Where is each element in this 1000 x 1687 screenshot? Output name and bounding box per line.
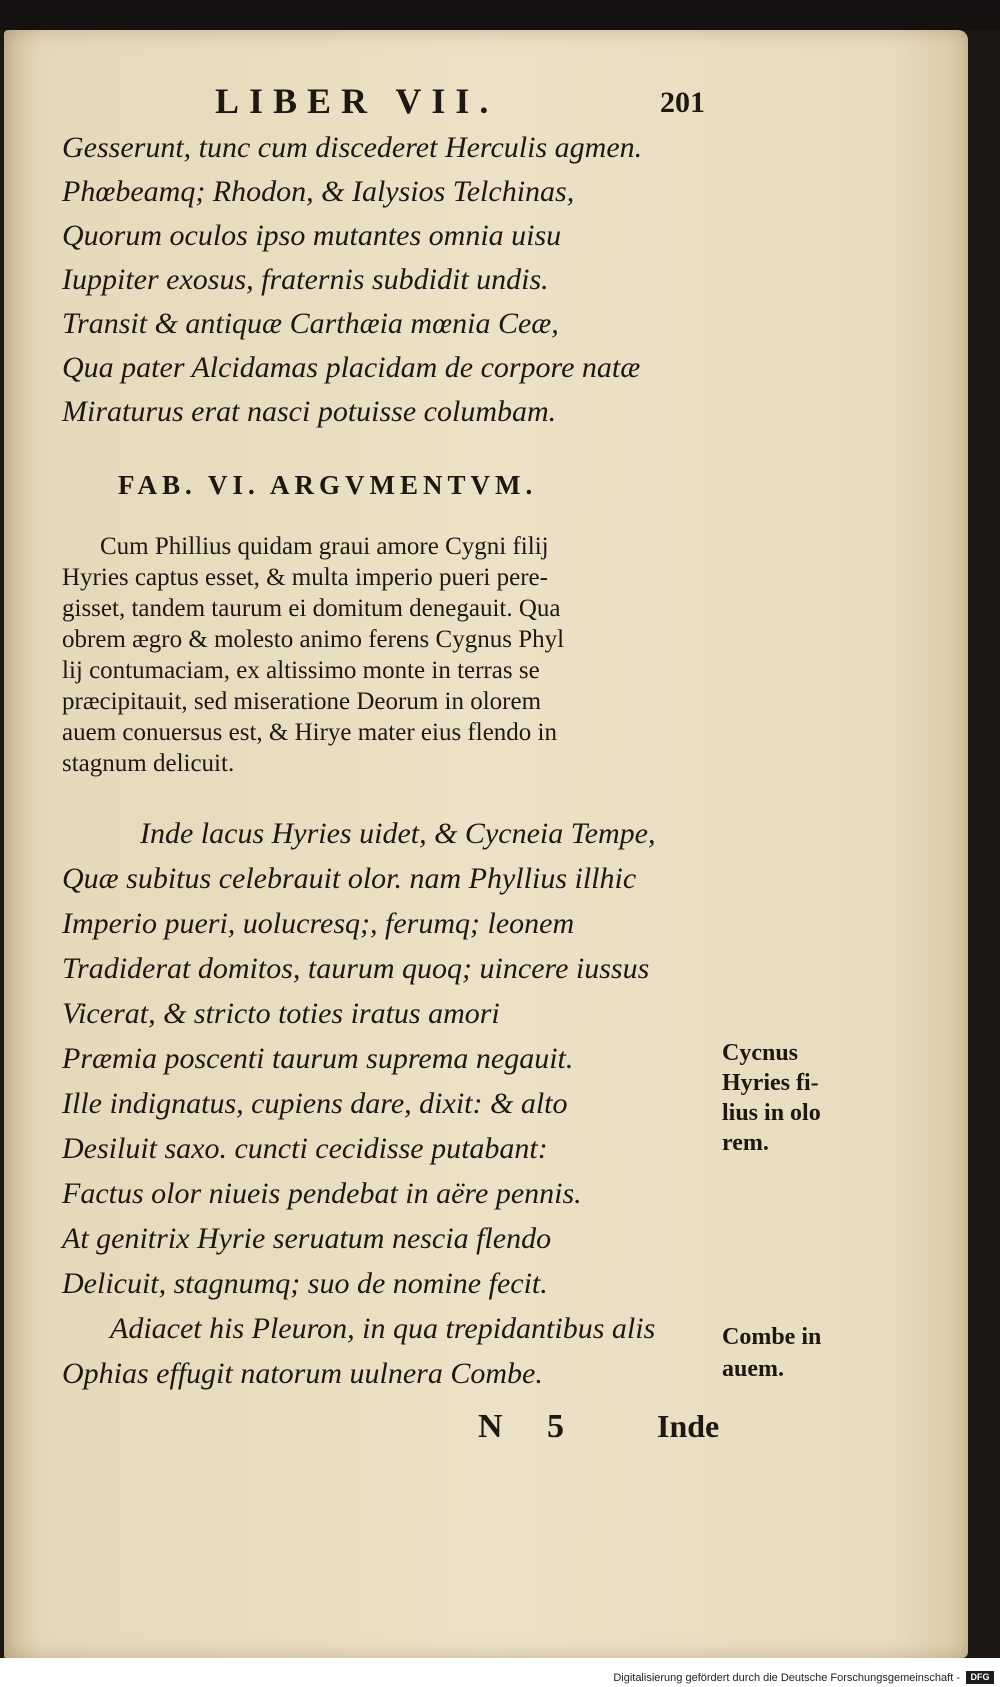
argument-line: auem conuersus est, & Hirye mater eius flendo in xyxy=(62,719,557,746)
signature-mark: N 5 xyxy=(478,1408,583,1445)
argument-line: Hyries captus esset, & multa imperio pueri pere- xyxy=(62,564,548,591)
argument-line: obrem ægro & molesto animo ferens Cygnus Phyl xyxy=(62,626,565,653)
margin-note: Combe in xyxy=(722,1324,822,1350)
margin-note: Cycnus xyxy=(722,1040,799,1066)
verse-line: Iuppiter exosus, fraternis subdidit undis. xyxy=(62,263,549,296)
argument-line: gisset, tandem taurum ei domitum denegauit. Qua xyxy=(62,595,561,622)
verse-line: Inde lacus Hyries uidet, & Cycneia Tempe, xyxy=(140,817,656,850)
page-number: 201 xyxy=(660,86,705,119)
verse-line: Desiluit saxo. cuncti cecidisse putabant: xyxy=(62,1132,548,1165)
verse-line: Delicuit, stagnumq; suo de nomine fecit. xyxy=(62,1267,548,1300)
verse-line: Adiacet his Pleuron, in qua trepidantibus alis xyxy=(110,1312,656,1345)
verse-line: Transit & antiquæ Carthæia mœnia Ceæ, xyxy=(62,307,559,340)
verse-line: Imperio pueri, uolucresq;, ferumq; leonem xyxy=(62,907,575,940)
digitization-credit: Digitalisierung gefördert durch die Deutsche Forschungsgemeinschaft - xyxy=(613,1672,960,1684)
section-title: FAB. VI. ARGVMENTVM. xyxy=(118,470,538,500)
verse-line: Miraturus erat nasci potuisse columbam. xyxy=(62,395,557,428)
verse-line: Qua pater Alcidamas placidam de corpore natæ xyxy=(62,351,641,384)
verse-line: Tradiderat domitos, taurum quoq; uincere iussus xyxy=(62,952,650,985)
verse-line: Ophias effugit natorum uulnera Combe. xyxy=(62,1357,543,1390)
margin-note: auem. xyxy=(722,1356,784,1382)
verse-line: Vicerat, & stricto toties iratus amori xyxy=(62,997,500,1030)
argument-line: Cum Phillius quidam graui amore Cygni filij xyxy=(100,533,549,560)
verse-line: Factus olor niueis pendebat in aëre pennis. xyxy=(62,1177,582,1210)
scan-top-border xyxy=(0,0,1000,30)
margin-note: rem. xyxy=(722,1130,769,1156)
argument-line: præcipitauit, sed miseratione Deorum in olorem xyxy=(62,688,542,715)
margin-note: Hyries fi- xyxy=(722,1070,819,1096)
verse-line: Præmia poscenti taurum suprema negauit. xyxy=(62,1042,574,1075)
running-head: LIBER VII. xyxy=(215,81,499,121)
argument-line: lij contumaciam, ex altissimo monte in terras se xyxy=(62,657,540,684)
argument-line: stagnum delicuit. xyxy=(62,750,235,777)
catchword: Inde xyxy=(657,1408,720,1444)
verse-line: Ille indignatus, cupiens dare, dixit: & alto xyxy=(62,1087,568,1120)
verse-line: Quorum oculos ipso mutantes omnia uisu xyxy=(62,219,562,252)
verse-line: At genitrix Hyrie seruatum nescia flendo xyxy=(62,1222,552,1255)
dfg-logo: DFG xyxy=(966,1671,994,1684)
verse-line: Quæ subitus celebrauit olor. nam Phyllius illhic xyxy=(62,862,637,895)
verse-line: Gesserunt, tunc cum discederet Herculis agmen. xyxy=(62,131,643,164)
margin-note: lius in olo xyxy=(722,1100,821,1126)
verse-line: Phœbeamq; Rhodon, & Ialysios Telchinas, xyxy=(62,175,575,208)
